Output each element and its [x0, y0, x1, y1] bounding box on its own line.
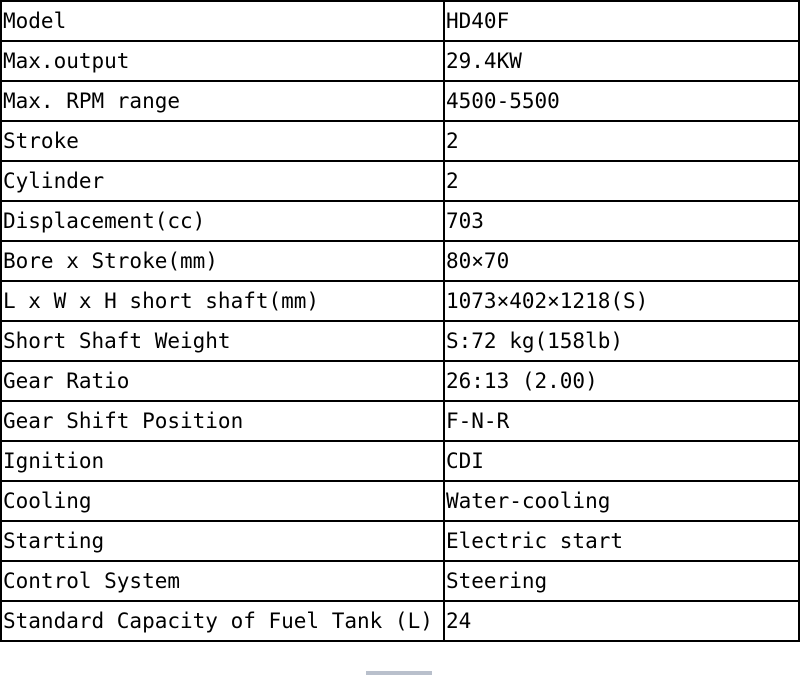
spec-label: L x W x H short shaft(mm): [1, 281, 444, 321]
table-row: [1, 241, 799, 281]
spec-value: CDI: [444, 441, 799, 481]
spec-value: 703: [444, 201, 799, 241]
spec-label: Displacement(cc): [1, 201, 444, 241]
spec-label: Starting: [1, 521, 444, 561]
spec-label: Gear Ratio: [1, 361, 444, 401]
horizontal-scrollbar-thumb[interactable]: [366, 671, 432, 675]
table-row: [1, 401, 799, 441]
spec-value: F-N-R: [444, 401, 799, 441]
spec-value: 4500-5500: [444, 81, 799, 121]
spec-label: Bore x Stroke(mm): [1, 241, 444, 281]
spec-value: 80×70: [444, 241, 799, 281]
spec-label: Max.output: [1, 41, 444, 81]
spec-label: Stroke: [1, 121, 444, 161]
table-row: [1, 81, 799, 121]
table-row: [1, 1, 799, 41]
table-row: [1, 481, 799, 521]
table-row: [1, 161, 799, 201]
spec-value: 2: [444, 161, 799, 201]
table-row: [1, 521, 799, 561]
spec-value: S:72 kg(158lb): [444, 321, 799, 361]
table-row: [1, 441, 799, 481]
spec-label: Cooling: [1, 481, 444, 521]
spec-value: 2: [444, 121, 799, 161]
spec-label: Cylinder: [1, 161, 444, 201]
spec-label: Ignition: [1, 441, 444, 481]
table-row: [1, 321, 799, 361]
spec-label: Max. RPM range: [1, 81, 444, 121]
table-row: [1, 121, 799, 161]
spec-label: Model: [1, 1, 444, 41]
spec-value: Water-cooling: [444, 481, 799, 521]
spec-value: 29.4KW: [444, 41, 799, 81]
table-row: [1, 281, 799, 321]
spec-value: 1073×402×1218(S): [444, 281, 799, 321]
table-row: [1, 561, 799, 601]
table-row: [1, 361, 799, 401]
spec-label: Short Shaft Weight: [1, 321, 444, 361]
spec-label: Control System: [1, 561, 444, 601]
spec-value: Steering: [444, 561, 799, 601]
table-row: [1, 601, 799, 641]
table-row: [1, 41, 799, 81]
spec-value: HD40F: [444, 1, 799, 41]
spec-value: 26:13 (2.00): [444, 361, 799, 401]
spec-value: Electric start: [444, 521, 799, 561]
spec-label: Standard Capacity of Fuel Tank (L): [1, 601, 444, 641]
spec-value: 24: [444, 601, 799, 641]
table-row: [1, 201, 799, 241]
spec-label: Gear Shift Position: [1, 401, 444, 441]
